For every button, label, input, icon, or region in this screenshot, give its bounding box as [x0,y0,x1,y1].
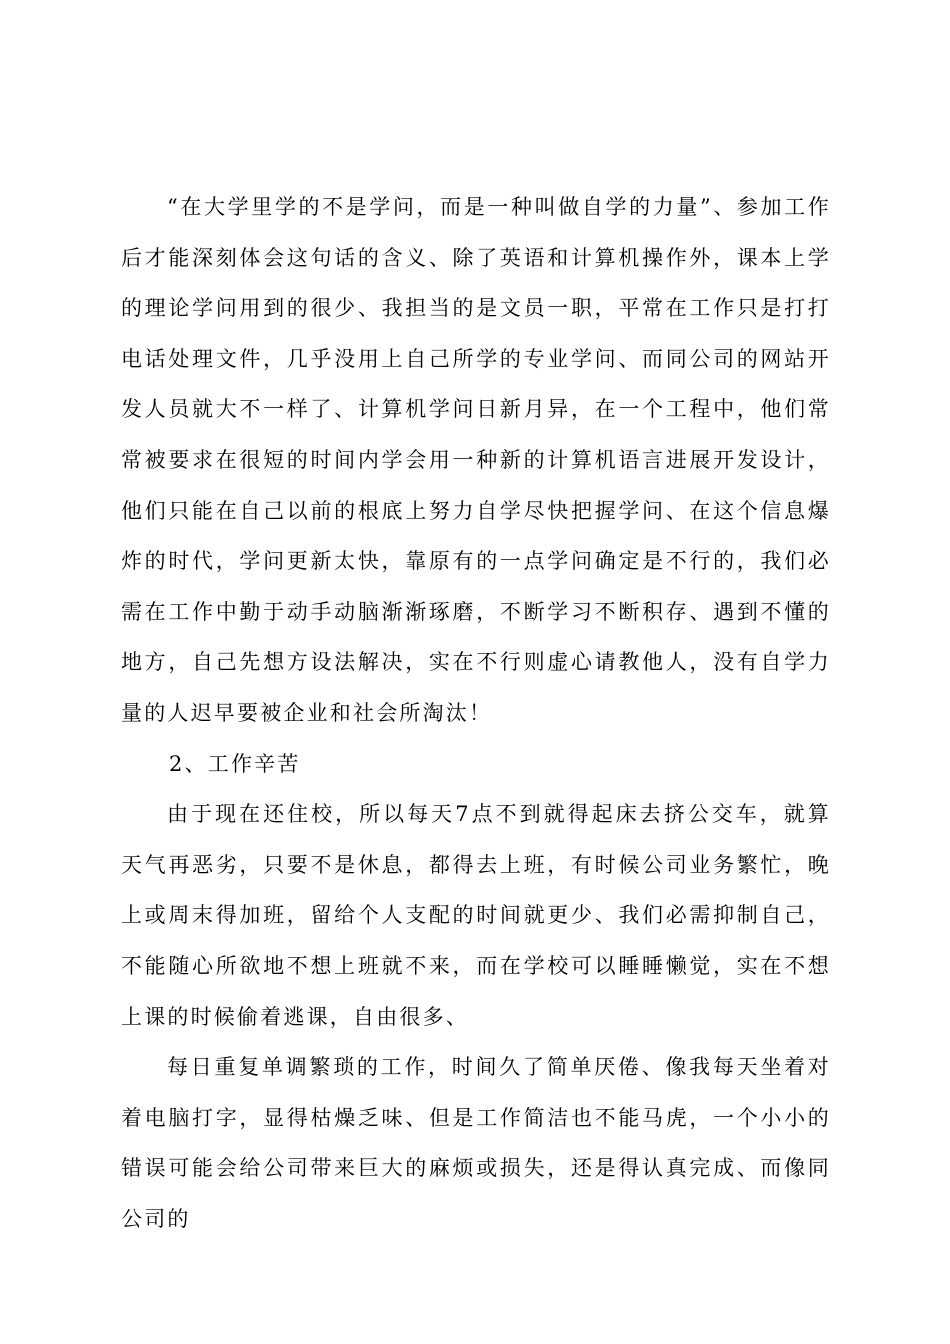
paragraph-routine-work: 每日重复单调繁琐的工作，时间久了简单厌倦、像我每天坐着对着电脑打字，显得枯燥乏味、但是工作简洁也不能马虎，一个小小的错误可能会给公司带来巨大的麻烦或损失，还是得认真完成、而像同公司的 [121,1055,831,1231]
paragraph-self-learning: “在大学里学的不是学问，而是一种叫做自学的力量”、参加工作后才能深刻体会这句话的含义、除了英语和计算机操作外，课本上学的理论学问用到的很少、我担当的是文员一职，平常在工作只是打打电话处理文件，几乎没用上自己所学的专业学问、而同公司的网站开发人员就大不一样了、计算机学问日新月异，在一个工程中，他们常常被要求在很短的时间内学会用一种新的计算机语言进展开发设计，他们只能在自己以前的根底上努力自学尽快把握学问、在这个信息爆炸的时代，学问更新太快，靠原有的一点学问确定是不行的，我们必需在工作中勤于动手动脑渐渐琢磨，不断学习不断积存、遇到不懂的地方，自己先想方设法解决，实在不行则虚心请教他人，没有自学力量的人迟早要被企业和社会所淘汰！ [121,195,831,725]
section-heading-hard-work: 2、工作辛苦 [169,751,301,776]
document-body [121,182,831,1244]
paragraph-commute: 由于现在还住校，所以每天7点不到就得起床去挤公交车，就算天气再恶劣，只要不是休息，都得去上班，有时候公司业务繁忙，晚上或周末得加班，留给个人支配的时间就更少、我们必需抑制自己，不能随心所欲地不想上班就不来，而在学校可以睡睡懒觉，实在不想上课的时候偷着逃课，自由很多、 [121,802,831,1029]
